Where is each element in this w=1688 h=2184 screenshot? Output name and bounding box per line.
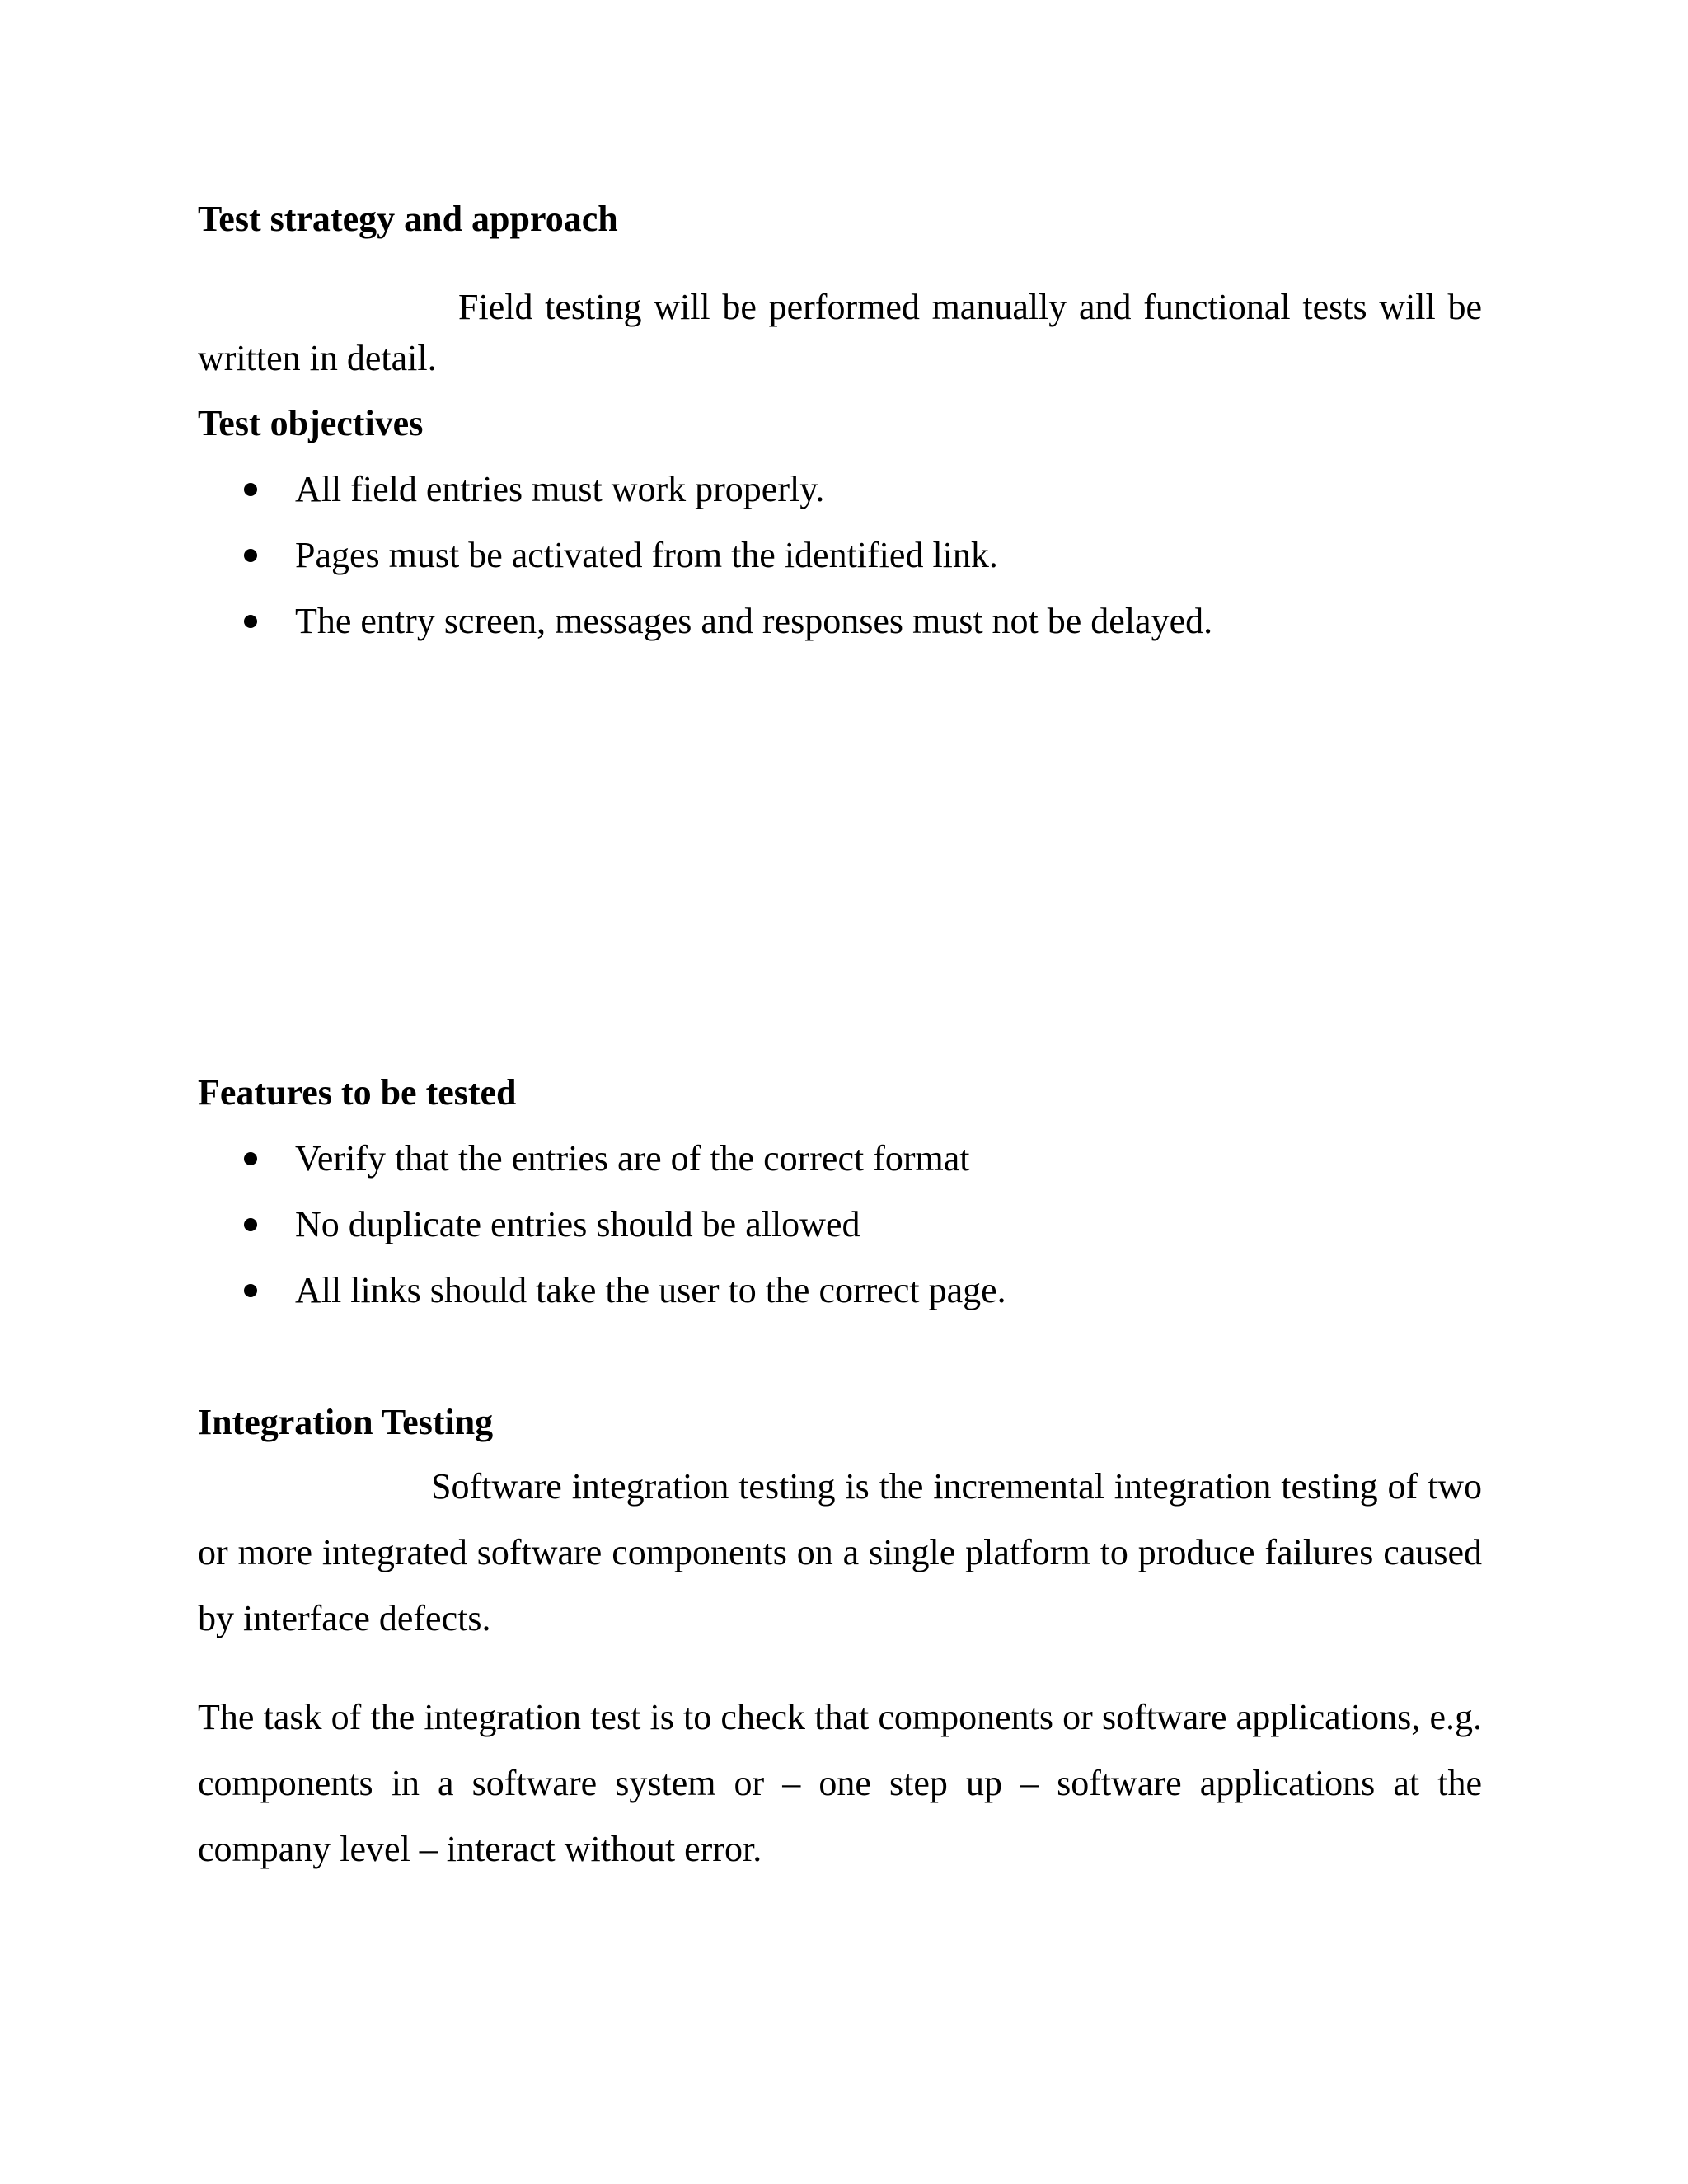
list-item xyxy=(198,1136,1006,1202)
paragraph-test-strategy: Field testing will be performed manually and functional tests will be written in detail. xyxy=(198,287,1482,378)
list-item-text: All field entries must work properly. xyxy=(295,469,825,509)
list-item-text: Verify that the entries are of the correct format xyxy=(295,1138,970,1179)
list-item-text: All links should take the user to the correct page. xyxy=(295,1270,1006,1310)
list-item xyxy=(198,1268,1006,1333)
list-item xyxy=(198,598,1212,664)
list-item xyxy=(198,532,1212,598)
bullet-icon xyxy=(244,615,257,628)
list-item xyxy=(198,1202,1006,1268)
bullet-icon xyxy=(244,1284,257,1297)
list-item-text: No duplicate entries should be allowed xyxy=(295,1204,860,1244)
bullet-icon xyxy=(244,1152,257,1165)
objectives-list xyxy=(198,466,1212,664)
paragraph-integration-1: Software integration testing is the incremental integration testing of two or more integrated software components on a single platform to produce failures caused by interface defects. xyxy=(198,1466,1482,1638)
heading-features-to-be-tested: Features to be tested xyxy=(198,1072,517,1113)
list-item-text: The entry screen, messages and responses must not be delayed. xyxy=(295,601,1213,641)
list-item-text: Pages must be activated from the identified link. xyxy=(295,535,998,575)
heading-integration-testing: Integration Testing xyxy=(198,1402,494,1442)
bullet-icon xyxy=(244,549,257,562)
features-list xyxy=(198,1136,1006,1333)
list-item xyxy=(198,466,1212,532)
bullet-icon xyxy=(244,483,257,496)
heading-test-objectives: Test objectives xyxy=(198,403,424,443)
heading-test-strategy: Test strategy and approach xyxy=(198,199,618,239)
paragraph-integration-2: The task of the integration test is to check that components or software applications, e.g. components in a software system or – one step up – software applications at the company level – interact without error. xyxy=(198,1697,1482,1869)
bullet-icon xyxy=(244,1218,257,1231)
